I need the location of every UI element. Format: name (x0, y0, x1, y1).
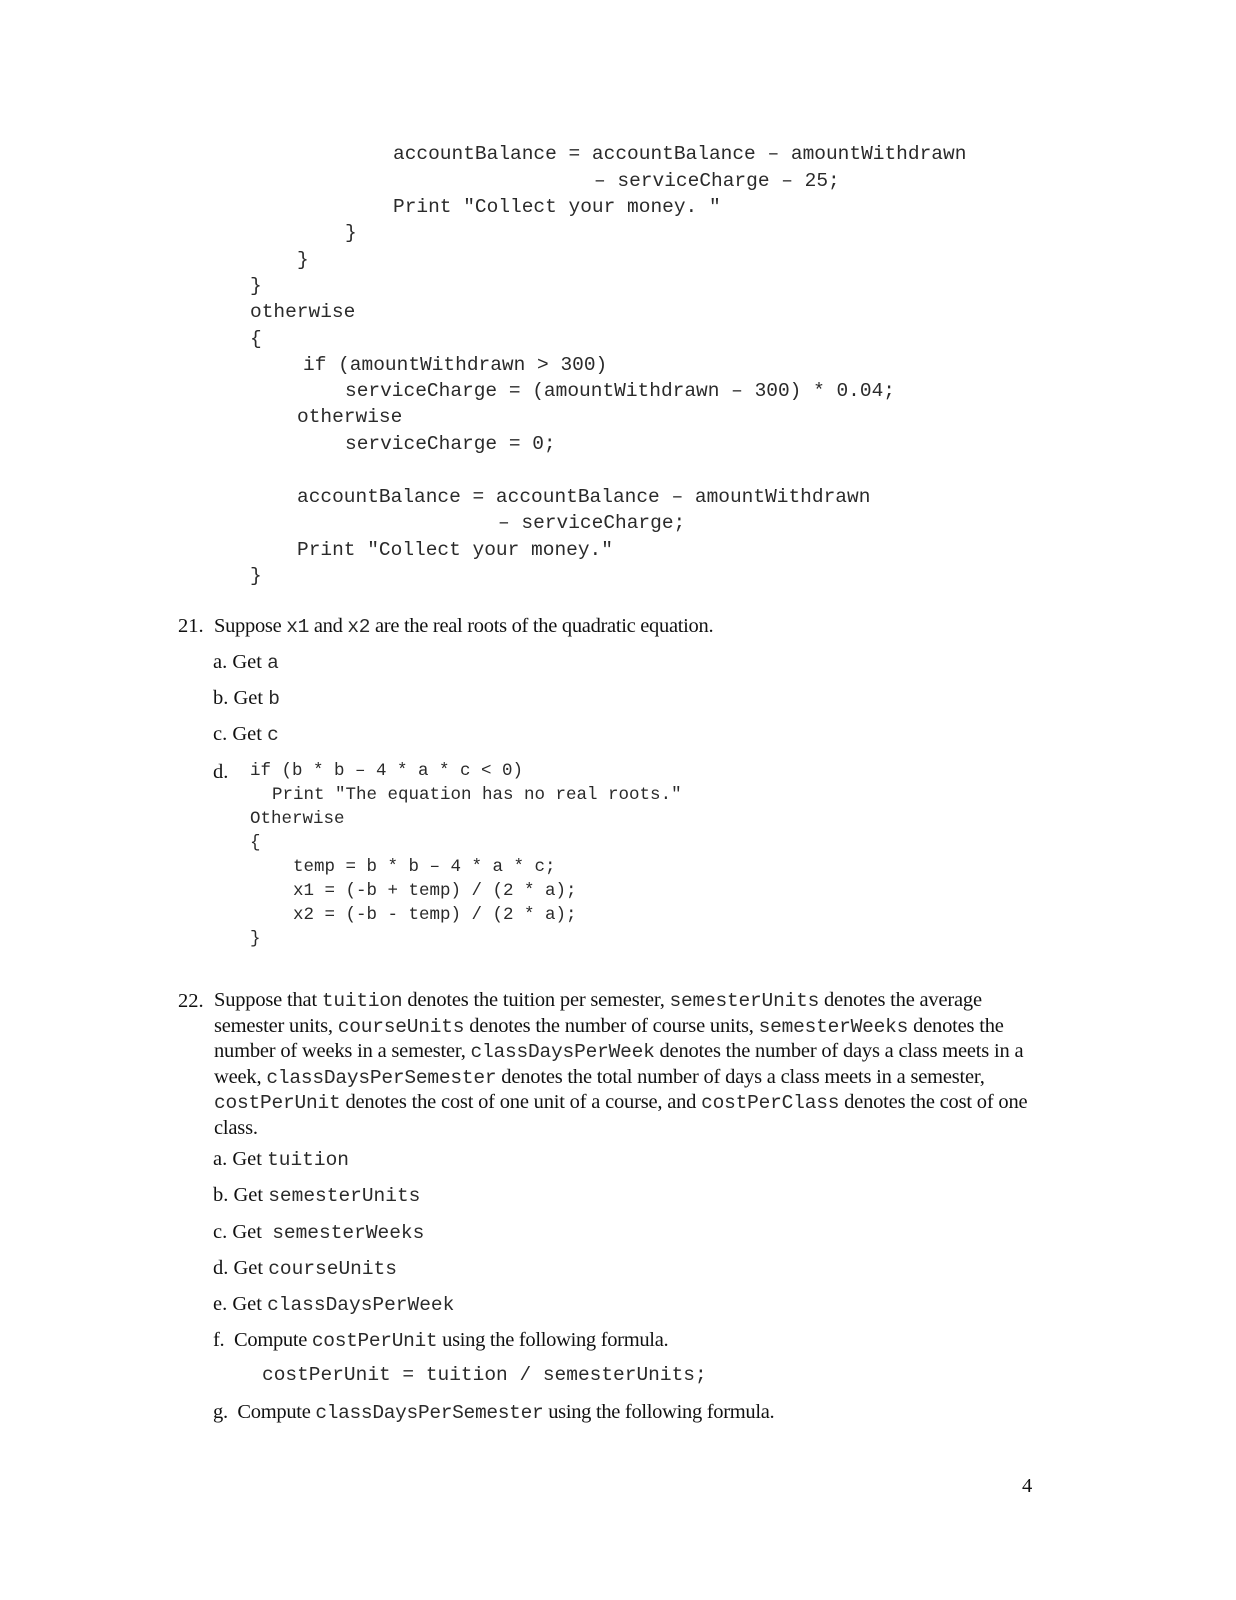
code-line: } (250, 929, 261, 949)
code-line: otherwise (297, 406, 403, 428)
question-22-paragraph: Suppose that tuition denotes the tuition per semester, semesterUnits denotes the average semester units, courseUnits denotes the number of course units, semesterWeeks denotes the number of weeks in a semester, classDaysPerWeek denotes the number of days a class meets in a week, classDaysPerSemester denotes the total number of days a class meets in a semester, costPerUnit denotes the cost of one unit of a course, and costPerClass denotes the cost of one class. (214, 989, 1028, 1139)
step-item: a. Get a (213, 651, 279, 674)
question-number: 21. (178, 615, 204, 637)
step-item: b. Get b (213, 687, 280, 710)
code-line: if (amountWithdrawn > 300) (303, 354, 608, 376)
code-line: serviceCharge = 0; (345, 433, 556, 455)
code-line: – serviceCharge; (498, 512, 686, 534)
code-line: serviceCharge = (amountWithdrawn – 300) * 0.04; (345, 380, 895, 402)
code-line: accountBalance = accountBalance – amountWithdrawn (297, 486, 871, 508)
code-line: } (250, 565, 262, 587)
question-number: 22. (178, 990, 204, 1012)
step-item: c. Get semesterWeeks (213, 1221, 425, 1244)
step-item: f. Compute costPerUnit using the following formula. (213, 1329, 669, 1352)
step-label: d. (213, 761, 229, 783)
code-line: temp = b * b – 4 * a * c; (293, 857, 556, 877)
code-line: Otherwise (250, 809, 345, 829)
code-line: { (250, 833, 261, 853)
page-number: 4 (1022, 1475, 1033, 1497)
step-item: e. Get classDaysPerWeek (213, 1293, 455, 1316)
code-line: x2 = (-b - temp) / (2 * a); (293, 905, 577, 925)
step-item: a. Get tuition (213, 1148, 349, 1171)
code-line: x1 = (-b + temp) / (2 * a); (293, 881, 577, 901)
code-line: } (345, 222, 357, 244)
code-line: if (b * b – 4 * a * c < 0) (250, 761, 524, 781)
step-item: c. Get c (213, 723, 279, 746)
step-item: g. Compute classDaysPerSemester using the following formula. (213, 1401, 775, 1424)
step-item: d. Get courseUnits (213, 1257, 397, 1280)
code-line: Print "Collect your money. " (393, 196, 721, 218)
code-line: { (250, 328, 262, 350)
code-line: otherwise (250, 301, 356, 323)
code-line: Print "The equation has no real roots." (272, 785, 682, 805)
step-item: b. Get semesterUnits (213, 1184, 421, 1207)
code-line: – serviceCharge – 25; (594, 170, 840, 192)
code-line: accountBalance = accountBalance – amountWithdrawn (393, 143, 967, 165)
formula-line: costPerUnit = tuition / semesterUnits; (262, 1364, 707, 1386)
code-line: } (297, 249, 309, 271)
question-21-intro: Suppose x1 and x2 are the real roots of the quadratic equation. (214, 615, 714, 638)
code-line: } (250, 275, 262, 297)
code-line: Print "Collect your money." (297, 539, 613, 561)
